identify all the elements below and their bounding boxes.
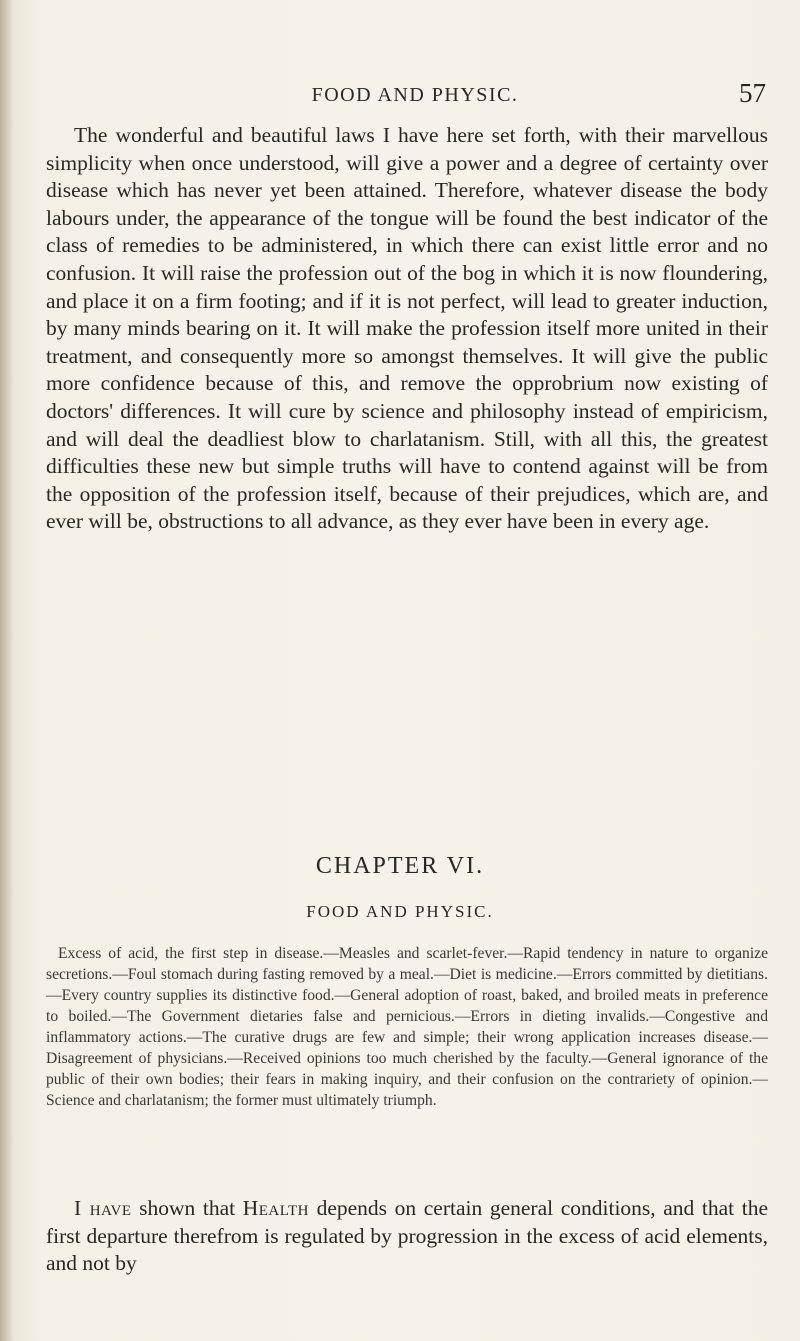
chapter-heading: CHAPTER VI. xyxy=(315,853,485,879)
opening-lead-in: I have xyxy=(74,1196,132,1220)
opening-text-2: depends on certain general conditions, and that the first departure therefrom is regulated by progression in the excess of acid elements, and not by xyxy=(46,1196,769,1276)
chapter-title: FOOD AND PHYSIC. xyxy=(306,902,494,921)
chapter-opening-paragraph xyxy=(46,1195,768,1278)
running-title: FOOD AND PHYSIC. xyxy=(311,84,519,106)
running-head xyxy=(60,78,770,114)
page-binding-edge xyxy=(0,0,14,1341)
opening-emphasis: Health xyxy=(242,1196,309,1220)
body-paragraph: The wonderful and beautiful laws I have here set forth, with their marvellous simplicity when once understood, will give a power and a degree of certainty over disease which has never yet been attained. Therefore, whatever disease the body labours under, the appearance of the tongue will be found the best indicator of the class of remedies to be administered, in which there can exist little error and no confusion. It will raise the profession out of the bog in which it is now floundering, and place it on a firm footing; and if it is not perfect, will lead to greater induction, by many minds bearing on it. It will make the profession itself more united in their treatment, and consequently more so amongst themselves. It will give the public more confidence because of this, and remove the opprobrium now existing of doctors' differences. It will cure by science and philosophy instead of empiricism, and will deal the deadliest blow to charlatanism. Still, with all this, the greatest difficulties these new but simple truths will have to contend against will be from the opposition of the profession itself, because of their prejudices, which are, and ever will be, obstructions to all advance, as they ever have been in every age. xyxy=(46,123,768,534)
opening-text-1: shown that xyxy=(131,1196,243,1220)
page-number: 57 xyxy=(739,78,766,108)
chapter-synopsis: Excess of acid, the first step in disease.—Measles and scarlet-fever.—Rapid tendency in nature to organize secretions.—Foul stomach during fasting removed by a meal.—Diet is medicine.—Errors committed by dietitians.—Every country supplies its distinctive food.—General adoption of roast, baked, and broiled meats in preference to boiled.—The Government dietaries false and pernicious.—Errors in dieting invalids.—Congestive and inflammatory actions.—The curative drugs are few and simple; their wrong application increases disease.—Disagreement of physicians.—Received opinions too much cherished by the faculty.—General ignorance of the public of their own bodies; their fears in making inquiry, and their confusion on the contrariety of opinion.—Science and charlatanism; the former must ultimately triumph. xyxy=(46,945,768,1109)
